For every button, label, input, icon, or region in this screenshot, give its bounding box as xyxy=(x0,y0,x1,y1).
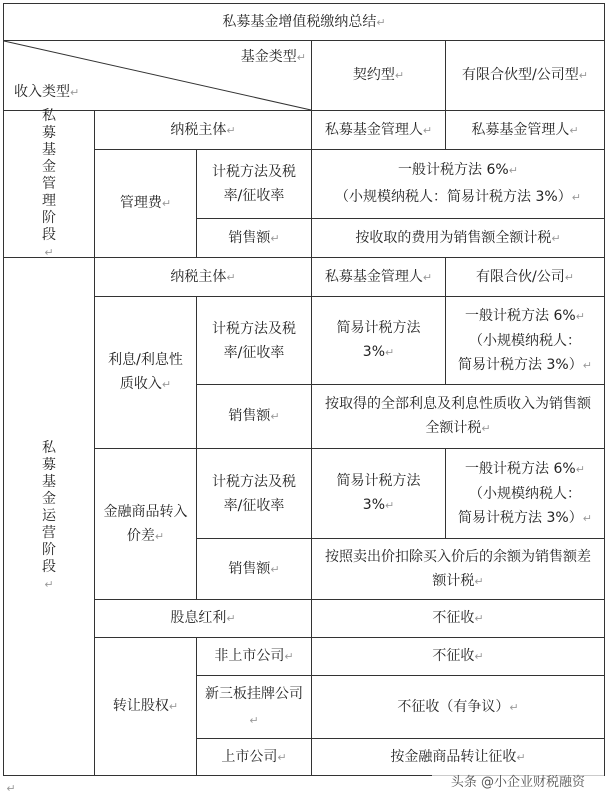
taxpayer-label: 纳税主体 ↵ xyxy=(170,268,236,285)
taxpayer-contract: 私募基金管理人 ↵ xyxy=(324,268,433,285)
method-label: 计税方法及税率/征收率 xyxy=(212,473,296,514)
listed-company-value: 按金融商品转让征收 ↵ xyxy=(390,748,526,765)
taxpayer-partnership: 有限合伙/公司 ↵ xyxy=(476,268,574,285)
header-col-contract: 契约型 ↵ xyxy=(352,67,405,83)
sales-label: 销售额 ↵ xyxy=(228,229,280,246)
management-fee-label: 管理费 ↵ xyxy=(119,195,172,211)
stage-label-text: 私 募 基 金 运 营 阶 段 ↵ xyxy=(42,440,56,591)
sales-value: 按取得的全部利息及利息性质收入为销售额全额计税↵ xyxy=(325,396,591,436)
listed-company-label: 上市公司 ↵ xyxy=(221,748,287,765)
method-label: 计税方法及税率/征收率 xyxy=(212,320,296,361)
method-contract: 简易计税方法 3%↵ xyxy=(336,473,421,513)
dividend-value: 不征收 ↵ xyxy=(432,610,484,626)
sales-label: 销售额 ↵ xyxy=(228,408,280,424)
sales-value: 按收取的费用为销售额全额计税 ↵ xyxy=(355,229,561,246)
sales-label: 销售额 ↵ xyxy=(228,560,280,577)
financial-products-label: 金融商品转入价差↵ xyxy=(103,503,188,544)
stage-label-operation xyxy=(4,258,94,775)
sales-value: 按照卖出价扣除买入价后的余额为销售额差额计税↵ xyxy=(325,548,591,589)
header-col-partnership: 有限合伙型/公司型 ↵ xyxy=(462,67,588,83)
unlisted-company-label: 非上市公司 ↵ xyxy=(214,648,294,664)
header-fund-type: 基金类型 ↵ xyxy=(240,48,306,65)
method-partnership: 一般计税方法 6%↵ （小规模纳税人： 简易计税方法 3%）↵ xyxy=(458,307,592,373)
paragraph-mark: ↵ xyxy=(6,781,16,795)
taxpayer-partnership: 私募基金管理人 ↵ xyxy=(471,121,579,138)
unlisted-company-value: 不征收 ↵ xyxy=(432,648,484,664)
taxpayer-label: 纳税主体 ↵ xyxy=(170,121,236,138)
stage-label-text: 私 募 基 金 管 理 阶 段 ↵ xyxy=(42,107,56,259)
method-label: 计税方法及税率/征收率 xyxy=(212,164,296,204)
header-income-type: 收入类型 ↵ xyxy=(14,83,80,100)
neeq-company-label: 新三板挂牌公司↵ xyxy=(205,685,303,727)
interest-income-label: 利息/利息性质收入↵ xyxy=(108,352,183,392)
dividend-label: 股息红利 ↵ xyxy=(170,610,236,626)
watermark: 头条 @小企业财税融资 xyxy=(432,768,604,792)
neeq-company-value: 不征收（有争议） ↵ xyxy=(397,698,519,715)
equity-transfer-label: 转让股权 ↵ xyxy=(112,698,179,714)
page-title: 私募基金增值税缴纳总结 ↵ xyxy=(222,13,386,30)
method-partnership: 一般计税方法 6%↵ （小规模纳税人： 简易计税方法 3%）↵ xyxy=(458,460,592,526)
method-contract: 简易计税方法 3%↵ xyxy=(336,320,421,360)
stage-label-management xyxy=(4,107,94,259)
method-value: 一般计税方法 6%↵ （小规模纳税人：简易计税方法 3%）↵ xyxy=(335,162,581,205)
taxpayer-contract: 私募基金管理人 ↵ xyxy=(324,121,433,138)
